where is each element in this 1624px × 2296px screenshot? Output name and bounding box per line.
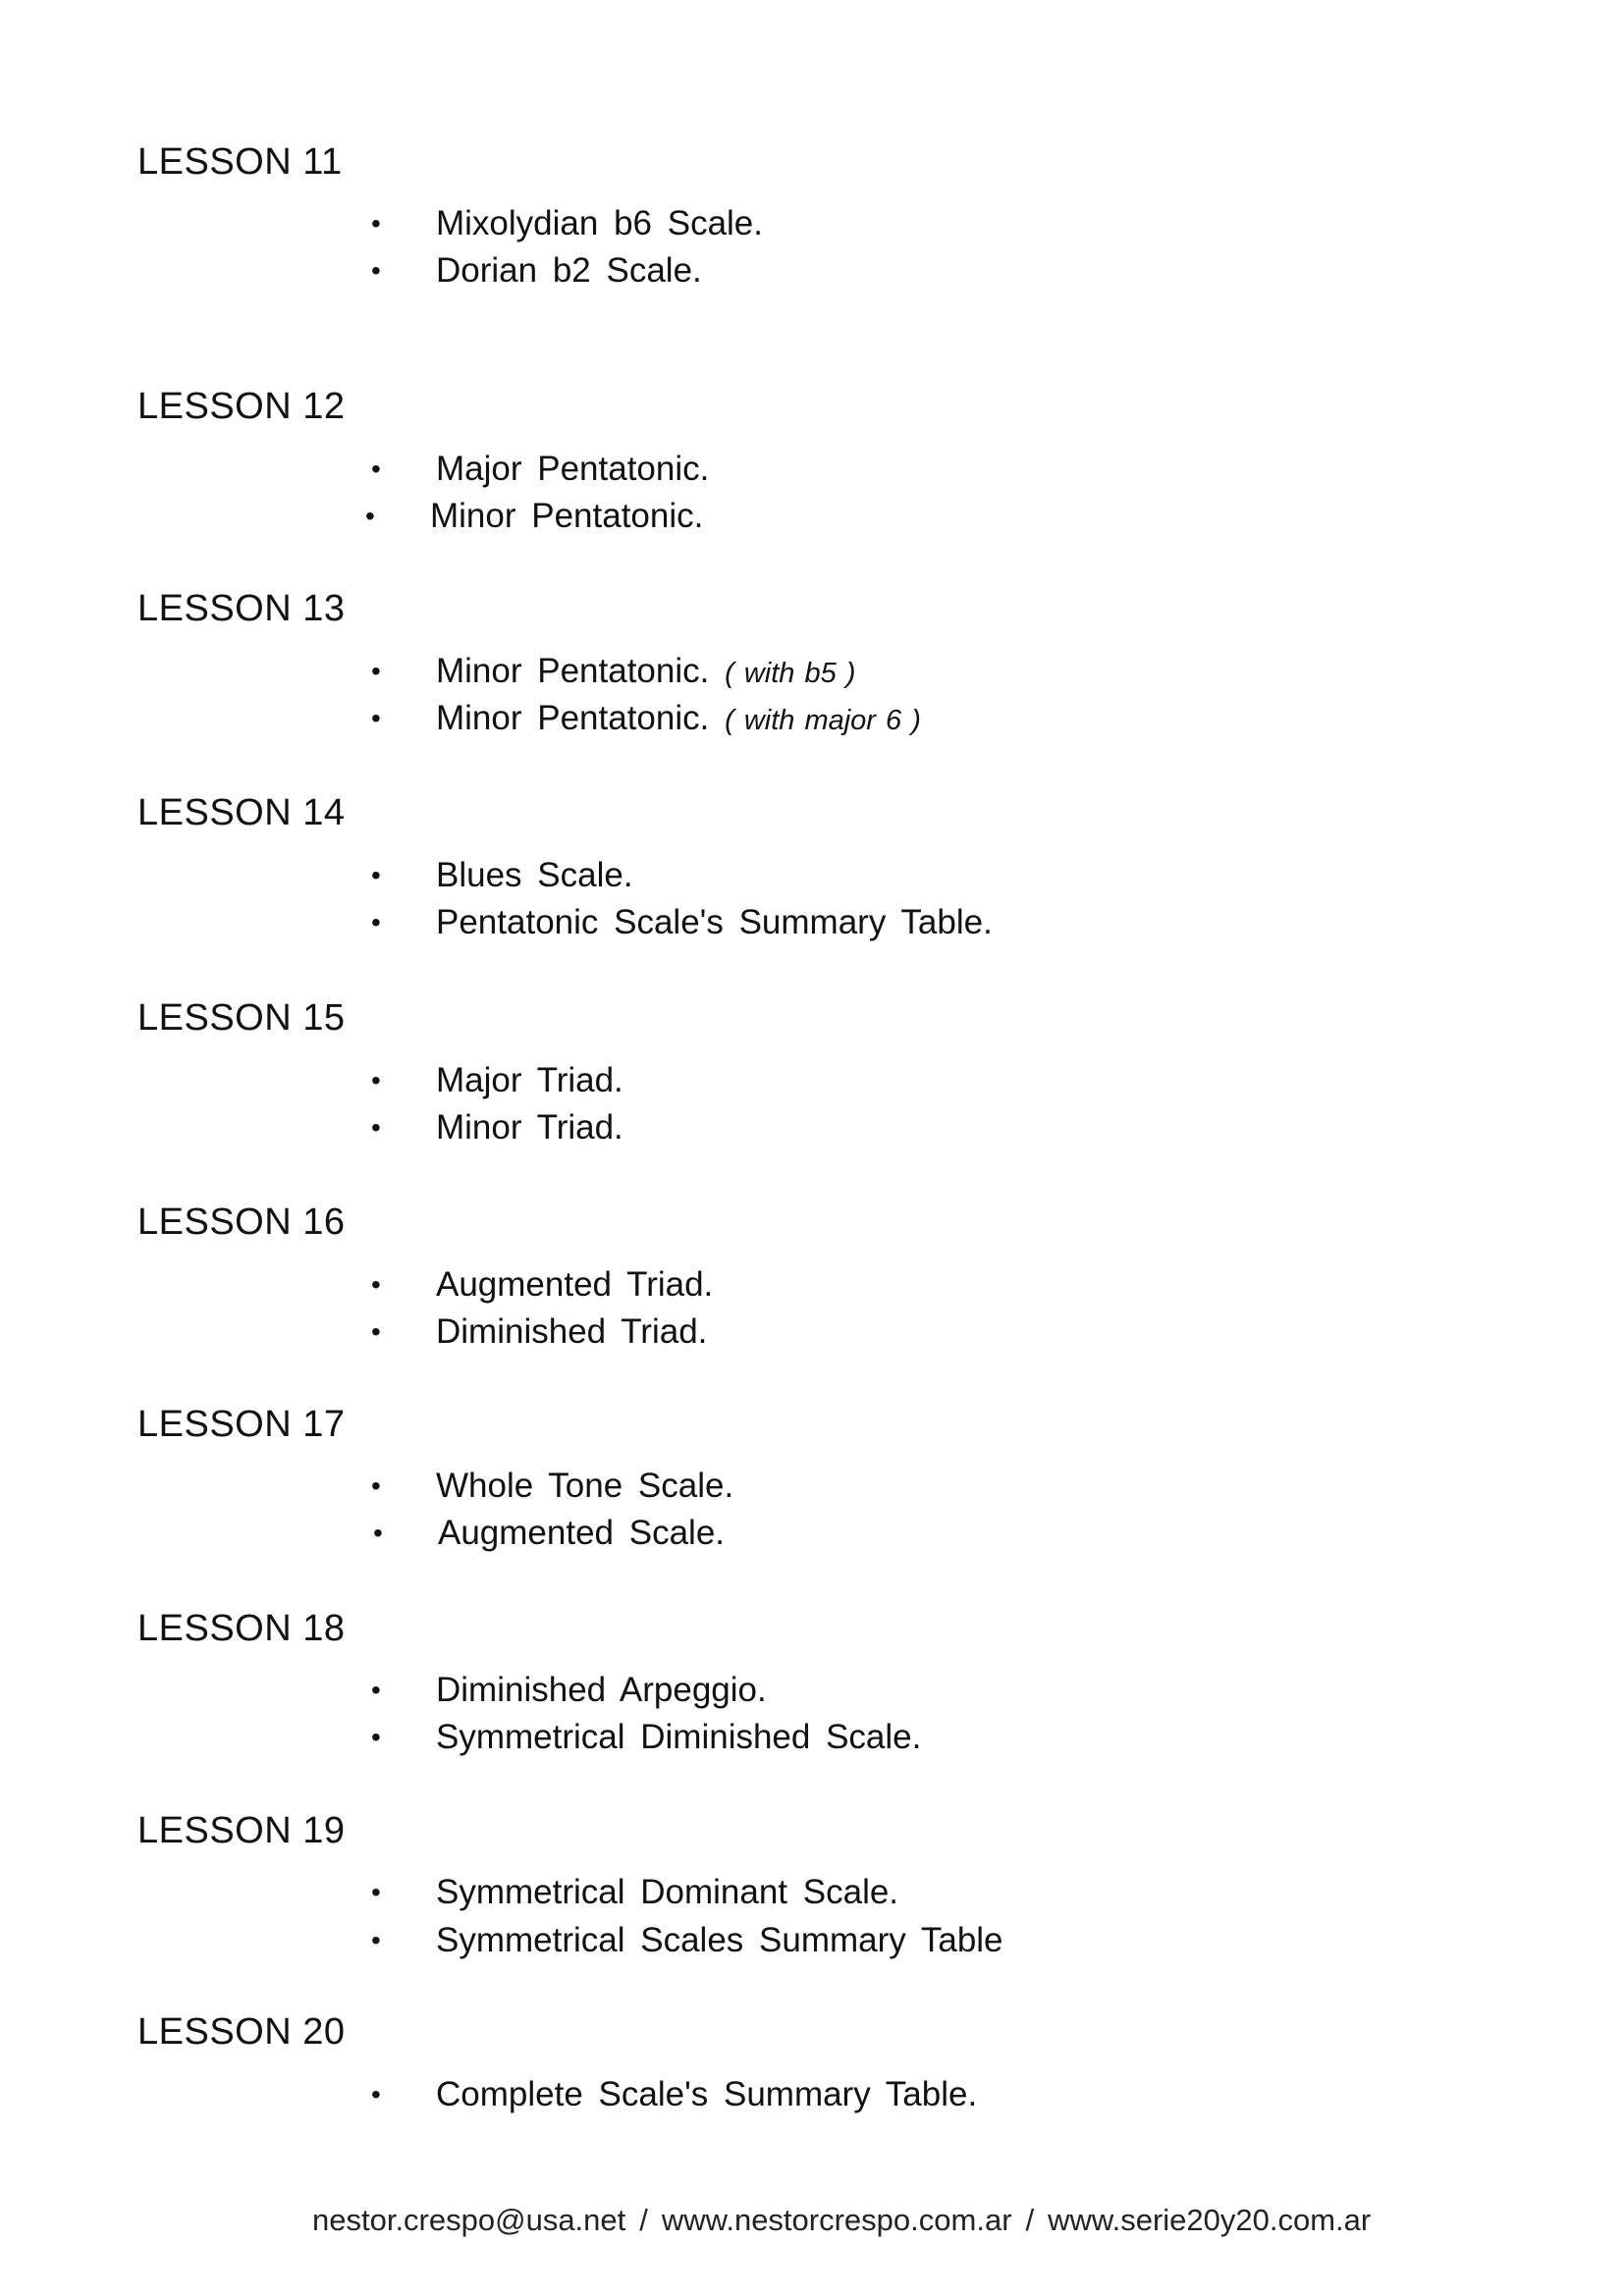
bullet-icon: •	[371, 1316, 381, 1347]
list-item	[371, 654, 855, 688]
bullet-icon: •	[371, 656, 381, 686]
list-item	[371, 1110, 623, 1145]
item-text: Whole Tone Scale.	[436, 1467, 734, 1505]
lesson-title-15: LESSON 15	[137, 997, 346, 1039]
item-text: Symmetrical Dominant Scale.	[436, 1873, 899, 1911]
list-item	[371, 1673, 767, 1707]
bullet-icon: •	[371, 703, 381, 733]
list-item	[371, 2077, 977, 2111]
footer-site-serie20y20: www.serie20y20.com.ar	[1048, 2203, 1372, 2237]
footer-separator: /	[639, 2203, 648, 2237]
list-item	[371, 1875, 898, 1909]
footer-site-nestorcrespo: www.nestorcrespo.com.ar	[661, 2203, 1012, 2237]
bullet-icon: •	[371, 1065, 381, 1095]
list-item	[371, 1923, 1003, 1957]
item-note: ( with b5 )	[725, 658, 856, 689]
bullet-icon: •	[371, 1470, 381, 1501]
item-text: Pentatonic Scale's Summary Table.	[436, 903, 993, 941]
list-item	[371, 905, 993, 939]
item-text: Symmetrical Diminished Scale.	[436, 1718, 922, 1756]
bullet-icon: •	[371, 1722, 381, 1752]
item-note: ( with major 6 )	[725, 705, 921, 736]
list-item	[371, 858, 633, 892]
item-text: Symmetrical Scales Summary Table	[436, 1921, 1003, 1959]
item-text: Augmented Triad.	[436, 1265, 714, 1304]
bullet-icon: •	[371, 1269, 381, 1300]
list-item	[371, 1063, 623, 1097]
lesson-title-13: LESSON 13	[137, 588, 346, 629]
list-item	[371, 1720, 921, 1754]
item-text: Minor Triad.	[436, 1108, 623, 1147]
lesson-title-20: LESSON 20	[137, 2011, 346, 2053]
bullet-icon: •	[371, 1925, 381, 1955]
item-text: Major Pentatonic.	[436, 450, 710, 488]
list-item	[371, 206, 763, 240]
list-item	[371, 701, 921, 735]
lesson-title-14: LESSON 14	[137, 792, 346, 833]
bullet-icon: •	[371, 1112, 381, 1143]
bullet-icon: •	[373, 1518, 383, 1548]
footer-separator: /	[1025, 2203, 1035, 2237]
list-item	[373, 1516, 725, 1550]
list-item	[371, 452, 709, 486]
list-item	[371, 253, 702, 288]
bullet-icon: •	[371, 907, 381, 937]
item-text: Major Triad.	[436, 1061, 623, 1099]
bullet-icon: •	[371, 208, 381, 239]
bullet-icon: •	[371, 255, 381, 286]
list-item	[371, 1468, 733, 1503]
bullet-icon: •	[371, 1877, 381, 1907]
lesson-title-16: LESSON 16	[137, 1201, 346, 1243]
lesson-title-17: LESSON 17	[137, 1404, 346, 1445]
lesson-title-11: LESSON 11	[137, 141, 343, 183]
item-text: Minor Pentatonic.	[430, 497, 704, 535]
bullet-icon: •	[365, 501, 375, 531]
footer-email: nestor.crespo@usa.net	[312, 2203, 626, 2237]
item-text: Dorian b2 Scale.	[436, 251, 702, 290]
bullet-icon: •	[371, 1675, 381, 1705]
item-text: Minor Pentatonic.	[436, 699, 710, 737]
bullet-icon: •	[371, 2079, 381, 2109]
bullet-icon: •	[371, 454, 381, 484]
item-text: Diminished Arpeggio.	[436, 1671, 767, 1709]
list-item	[365, 499, 703, 533]
lesson-title-18: LESSON 18	[137, 1608, 346, 1649]
item-text: Blues Scale.	[436, 856, 633, 894]
list-item	[371, 1267, 713, 1302]
item-text: Augmented Scale.	[438, 1514, 726, 1552]
list-item	[371, 1314, 707, 1349]
lesson-title-19: LESSON 19	[137, 1810, 346, 1851]
bullet-icon: •	[371, 860, 381, 890]
item-text: Minor Pentatonic.	[436, 652, 710, 690]
lesson-title-12: LESSON 12	[137, 386, 346, 427]
item-text: Diminished Triad.	[436, 1312, 708, 1351]
item-text: Complete Scale's Summary Table.	[436, 2075, 978, 2113]
item-text: Mixolydian b6 Scale.	[436, 204, 763, 242]
page-footer	[312, 2203, 1371, 2238]
